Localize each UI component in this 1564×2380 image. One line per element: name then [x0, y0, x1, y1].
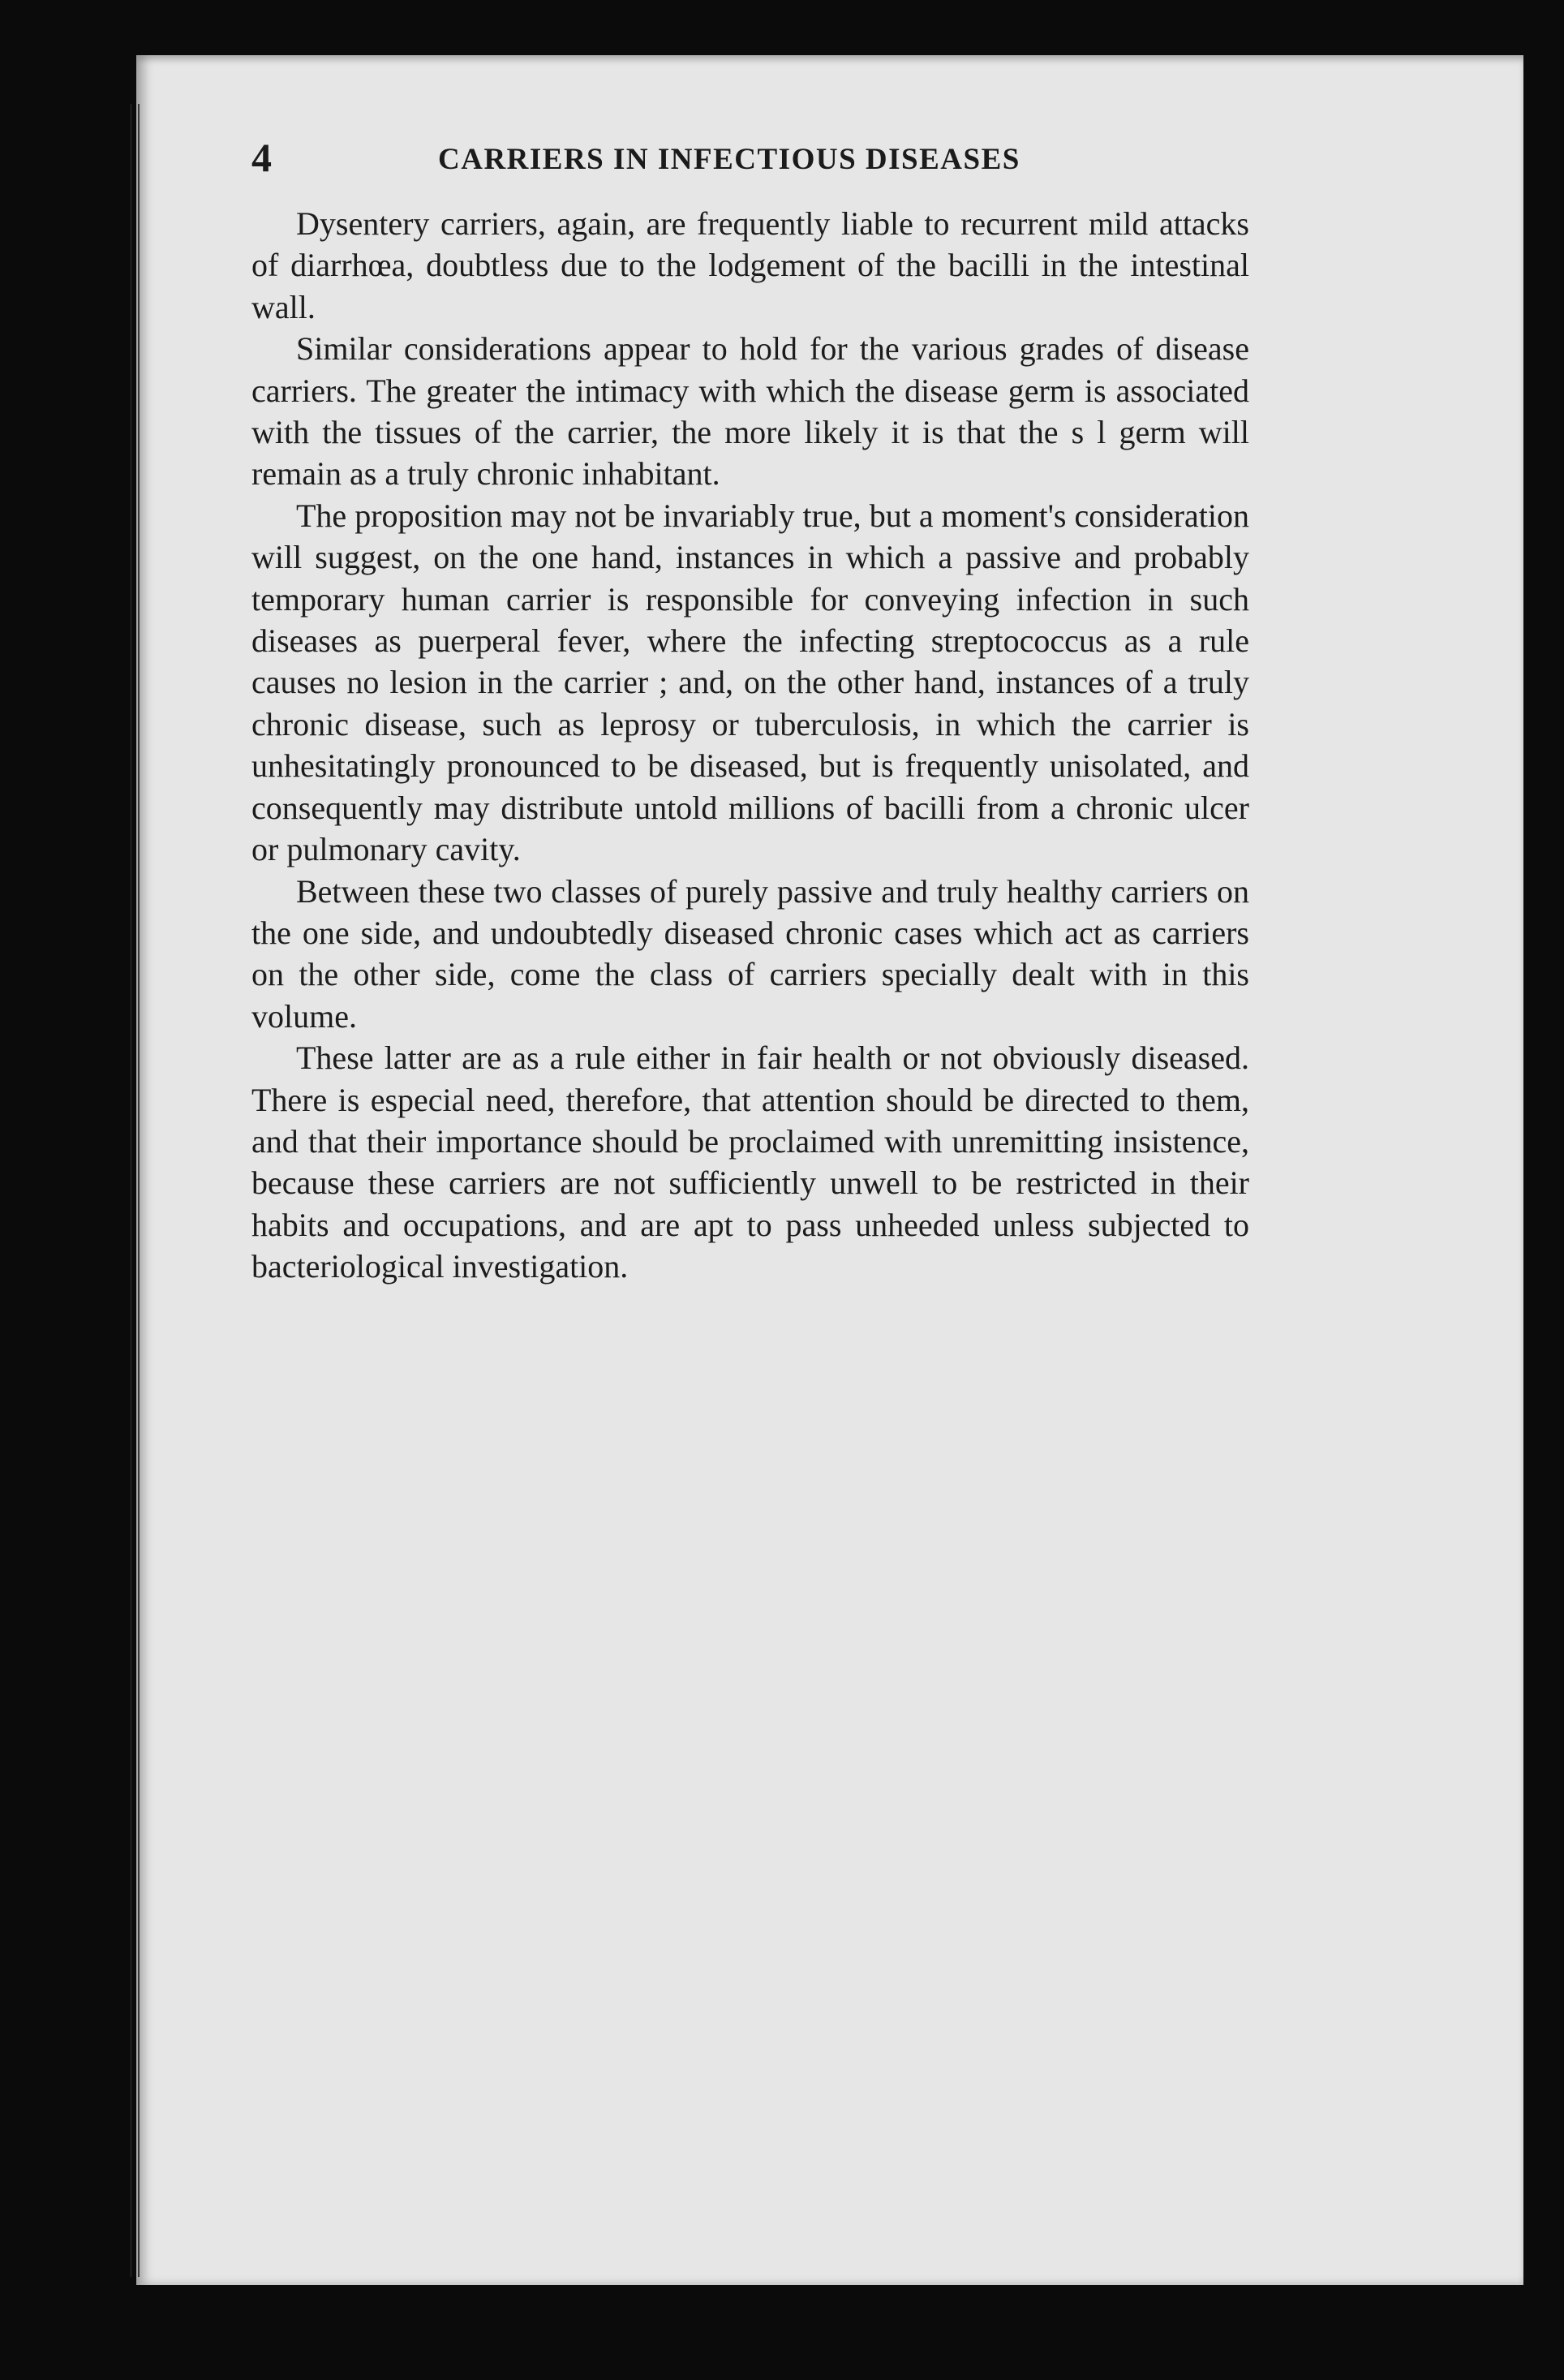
binding-edge-line — [138, 104, 140, 2277]
page-number: 4 — [251, 135, 272, 180]
paragraph: Between these two classes of purely passive and truly healthy carriers on the one side, and undoubtedly diseased chronic cases which act as carriers on the other side, come the class of carriers specially dealt with in this volume. — [251, 872, 1249, 1035]
paragraph: The proposition may not be invariably true, but a moment's consideration will suggest, on the one hand, instances in which a passive and probably temporary human carrier is responsible for conveying infection in such diseases as puerperal fever, where the infecting streptococcus as a rule causes no lesion in the carrier ; and, on the other hand, instances of a truly chronic disease, such as leprosy or tuberculosis, in which the carrier is unhesitatingly pronounced to be diseased, but is frequently unisolated, and consequently may distribute untold millions of bacilli from a chronic ulcer or pulmonary cavity. — [251, 497, 1249, 868]
paragraph: Similar considerations appear to hold for the various grades of disease carriers. The greater the intimacy with which the disease germ is associated with the tissues of the carrier, the more likely it is that the s l germ will remain as a truly chronic inhabitant. — [251, 330, 1249, 493]
binding-edge-line — [130, 104, 132, 2277]
paragraph: Dysentery carriers, again, are frequently liable to recurrent mild attacks of diarrhœa, doubtless due to the lodgement of the bacilli in the intestinal wall. — [251, 205, 1249, 325]
body-text — [251, 203, 1249, 1288]
running-title: CARRIERS IN INFECTIOUS DISEASES — [438, 143, 1020, 176]
paragraph: These latter are as a rule either in fair health or not obviously diseased. There is especial need, therefore, that attention should be directed to them, and that their importance should be proclaimed with unremitting insistence, because these carriers are not sufficiently unwell to be restricted in their habits and occupations, and are apt to pass unheeded unless subjected to bacteriological investigation. — [251, 1039, 1249, 1285]
page-header — [251, 134, 1249, 199]
